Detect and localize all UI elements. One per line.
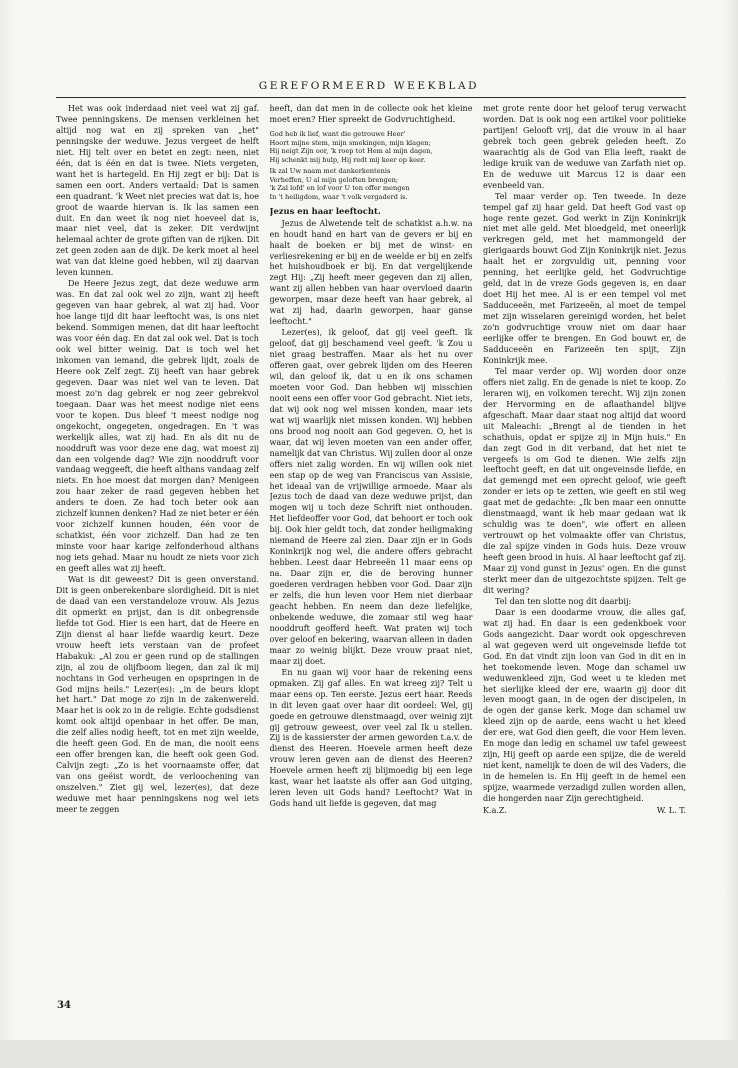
- paragraph: Wat is dit geweest? Dit is geen onverstand. Dit is geen onberekenbare slordigheid. Dit is niet de daad van een verstandeloze vrouw. Als Jezus dit opmerkt en prijst, dan is dit onbegrensde liefde tot God. Hier is een hart, dat de Heere en Zijn dienst al haar liefde waardig keurt. Deze vrouw heeft iets verstaan van de profeet Habakuk: „Al zou er geen rund op de stallingen zijn, al zou de olijfboom liegen, dan zal ik mij nochtans in God verheugen en opspringen in de God mijns heils." Lezer(es): „in de beurs klopt het hart." Dat moge zo zijn in de zakenwereld. Maar het is ook zo in de religie. Echte godsdienst komt ook altijd openbaar in het offer. De man, die zelf alles nodig heeft, tot en met zijn weelde, die heeft geen God. En de man, die nooit eens een offer brengen kan, die heeft ook geen God. Calvijn zegt: „Zo is het voornaamste offer, dat van ons geëist wordt, de verloochening van onszelven." Ziet gij wel, lezer(es), dat deze weduwe met haar penningskens nog wel iets meer te zeggen: [56, 574, 259, 814]
- signoff-initials-left: K.a.Z.: [483, 806, 507, 815]
- poem-line: In 't heiligdom, waar 't volk vergaderd is.: [269, 193, 408, 202]
- column-3: [483, 104, 686, 992]
- paragraph: Lezer(es), ik geloof, dat gij veel geeft. Ik geloof, dat gij beschamend veel geeft. 'k Zou u niet graag bestraffen. Maar als het nu over offeren gaat, over gebrek lijden om des Heeren wil, dan geloof ik, dat u en ik ons schamen moeten voor God. Dan hebben wij misschien nooit eens een offer voor God gebracht. Niet iets, dat wij ook nog wel missen konden, maar iets wat wij waarlijk niet missen konden. Wij hebben ons brood nog nooit aan God gegeven. O, het is waar, dat wij leven moeten van een ander offer, namelijk dat van Christus. Wij zullen door al onze offers niet zalig worden. En wij willen ook niet een stap op de weg van Franciscus van Assisie, het ideaal van de vrijwillige armoede. Maar als Jezus toch de daad van deze weduwe prijst, dan mogen wij u toch deze Schrift niet onthouden. Het liefdeoffer voor God, dat behoort er toch ook bij. Ook hier geldt toch, dat zonder heiligmaking niemand de Heere zal zien. Daar zijn er in Gods Koninkrijk nog wel, die andere offers gebracht hebben. Leest daar Hebreeën 11 maar eens op na. Daar zijn er, die de beroving hunner goederen verdragen hebben voor God. Daar zijn er zelfs, die hun leven voor Hem niet dierbaar geacht hebben. En neem dan deze liefelijke, onbekende weduwe, die zomaar stil weg haar nooddruft geofferd heeft. Wat praten wij toch over geloof en bekering, waarvan alleen in daden maar zo weinig blijkt. Deze vrouw praat niet, maar zij doet.: [269, 328, 473, 666]
- paragraph: Tel dan ten slotte nog dit daarbij:: [495, 596, 632, 606]
- poem-line: Hij neigt Zijn oor, 'k roep tot Hem al mijn dagen,: [269, 147, 433, 156]
- paragraph-continued: met grote rente door het geloof terug verwacht worden. Dat is ook nog een artikel voor politieke partijen! Gelooft vrij, dat die vrouw in al haar gebrek toch geen gebrek geleden heeft. Zo waarachtig als de God van Elia leeft, raakt de ledige kruik van de weduwe van Zarfath niet op. En de weduwe uit Marcus 12 is daar een evenbeeld van.: [483, 104, 686, 190]
- page-number: 34: [57, 1000, 71, 1011]
- author-signoff: [483, 806, 686, 817]
- paragraph: En nu gaan wij voor haar de rekening eens opmaken. Zij gaf alles. En wat kreeg zij? Telt u maar eens op. Ten eerste. Jezus eert haar. Reeds in dit leven gaat over haar dit oordeel: Wel, gij goede en getrouwe dienstmaagd, over weinig zijt gij getrouw geweest, over veel zal Ik u stellen. Zij is de kassierster der armen geworden t.a.v. de dienst des Heeren. Hoevele armen heeft deze vrouw leren geven aan de dienst des Heeren? Hoevele armen heeft zij blijmoedig bij een lege kast, waar het laatste als offer aan God uitging, leren leven uit Gods hand? Leeftocht? Wat in Gods hand uit liefde is gegeven, dat mag: [269, 667, 473, 809]
- paragraph: Jezus de Alwetende telt de schatkist a.h.w. na en houdt hand en hart van de gevers er bij en haalt de boeken er bij met de winst- en verliesrekening er bij en de weelde er bij en zelfs het huishoudboek er bij. En dat vergelijkende zegt Hij: „Zij heeft meer gegeven dan zij allen, want zij allen hebben van haar overvloed daarin geworpen, maar deze heeft van haar gebrek, al wat zij had, daarin geworpen, haar ganse leeftocht.": [269, 218, 473, 327]
- poem-line: Hij schenkt mij hulp, Hij redt mij keer op keer.: [269, 155, 426, 164]
- poem-line: God heb ik lief, want die getrouwe Heer': [269, 129, 406, 138]
- poem-line: 'k Zal lofd' en lof voor U ten offer mengen: [269, 184, 410, 193]
- poem-stanza: [270, 167, 473, 201]
- psalm-quote: [270, 130, 473, 202]
- poem-line: Verheffen, U al mijn geloften brengen;: [269, 175, 399, 184]
- article-columns: [56, 104, 686, 992]
- scan-bottom-edge: [0, 1040, 738, 1068]
- signoff-initials-right: W. L. T.: [656, 806, 686, 815]
- paragraph: Het was ook inderdaad niet veel wat zij gaf. Twee penningskens. De mensen verkleinen het altijd nog wat en zij spreken van „het" penningske der weduwe. Jezus vergeet de helft niet. Hij telt over en betet en zegt: neen, niet één, dat is één en dat is twee. Niets vergeten, want het is hartegeld. En Hij zegt er bij: Dat is samen een oort. Anders vertaald: Dat is samen een quadrant. 'k Weet niet precies wat dat is, hoe groot de waarde hiervan is. Ik las samen een duit. En dan weet ik nog niet hoeveel dat is, maar niet veel, dat is zeker. Dit verdwijnt helemaal achter de grote giften van de rijken. Dit zet geen zoden aan de dijk. De kerk moet al heel wat van dat kleine goed hebben, wil zij daarvan leven kunnen.: [56, 104, 259, 278]
- header-rule: [56, 97, 686, 98]
- column-2: [270, 104, 473, 992]
- poem-line: Hoort mijne stem, mijn smekingen, mijn klagen;: [269, 138, 431, 147]
- paragraph: Tel maar verder op. Ten tweede. In deze tempel gaf zij haar geld. Dat heeft God vast op hoge rente gezet. God werkt in Zijn Koninkrijk niet met alle geld. Met bloedgeld, met oneerlijk verkregen geld, met het mammongeld der gierigaards bouwt God Zijn Koninkrijk niet. Jezus haalt het er zorgvuldig uit, penning voor penning, het eerlijke geld, het Godvruchtige geld, dat in de vreze Gods gegeven is, en daar doet Hij het mee. Al is er een tempel vol met Sadduceeën, met Farizeeën, al moet de tempel met zijn wisselaren gereinigd worden, het belet zo'n godvruchtige vrouw niet om daar haar eerlijke offer te brengen. En God bouwt er, de Sadduceeën en Farizeeën ten spijt, Zijn Koninkrijk mee.: [483, 191, 686, 365]
- column-1: [56, 104, 259, 992]
- section-heading: Jezus en haar leeftocht.: [269, 205, 381, 216]
- paragraph-continued: heeft, dan dat men in de collecte ook het kleine moet eren? Hier spreekt de Godvruchtigheid.: [269, 104, 473, 124]
- paragraph: Daar is een doodarme vrouw, die alles gaf, wat zij had. En daar is een gedenkboek voor Gods aangezicht. Daar wordt ook opgeschreven al wat gegeven werd uit ongeveinsde liefde tot God. En dat vindt zijn loon van God in dit en in het toekomende leven. Moge dan schamel uw weduwenkleed zijn, God weet u te kleden met het sierlijke kleed der ere, waarin gij door dit leven moogt gaan, in de ogen der discipelen, in de ogen der ganse kerk. Moge dan schamel uw kleed zijn op de aarde, eens wacht u het kleed der ere, wat God dien geeft, die voor Hem leven. En moge dan ledig en schamel uw tafel geweest zijn, Hij geeft op aarde een spijze, die de wereld niet kent, namelijk te doen de wil des Vaders, die in de hemelen is. En Hij geeft in de hemel een spijze, waarmede verzadigd zullen worden allen, die hongerden naar Zijn gerechtigheid.: [483, 607, 686, 804]
- paragraph: De Heere Jezus zegt, dat deze weduwe arm was. En dat zal ook wel zo zijn, want zij heeft gegeven van haar gebrek, al wat zij had. Voor hoe lange tijd dit haar leeftocht was, is ons niet bekend. Sommigen menen, dat dit haar leeftocht was voor één dag. En dat zal ook wel. Dat is toch ook wel bitter weinig. Dat is toch wel het inkomen van iemand, die gebrek lijdt, zoals de Heere ook Zelf zegt. Zij heeft van haar gebrek gegeven. Daar was niet wel van te leven. Dat moest zo'n dag gebrek er nog zeer gebrekvol toegaan. Daar was het meest nodige niet eens voor te kopen. Dus bleef 't meest nodige nog ongekocht, ongegeten, ongedragen. En 't was werkelijk alles, wat zij had. En als dit nu de nooddruft was voor deze ene dag, wat moest zij dan een volgende dag? Wie zijn nooddruft voor vandaag weggeeft, die heeft althans vandaag zelf niets. En hoe moest dat morgen dan? Menigeen zou haar zeker de raad gegeven hebben het anders te doen. Ze had toch beter ook aan zichzelf kunnen denken? Had ze niet beter er één voor zichzelf kunnen houden, één voor de schatkist, één voor zichzelf. Dan had ze ten minste voor haar karige zelfonderhoud althans nog iets gehad. Maar nu houdt ze niets voor zich en geeft alles wat zij heeft.: [56, 279, 259, 574]
- page-header-title: GEREFORMEERD WEEKBLAD: [258, 80, 480, 92]
- poem-line: Ik zal Uw naam met dankerkentenis: [269, 167, 391, 176]
- poem-stanza: [270, 130, 473, 164]
- paragraph: Tel maar verder op. Wij worden door onze offers niet zalig. En de genade is niet te koop. Zo leraren wij, en volkomen terecht. Wij zijn zonen der Hervorming en de aflaathandel blijve afgeschaft. Maar daar staat nog altijd dat woord uit Maleachi: „Brengt al de tienden in het schathuis, opdat er spijze zij in Mijn huis." En dan zegt God in dit verband, dat het niet te vergeefs is om God te dienen. Wie zelfs zijn leeftocht geeft, en dat uit ongeveinsde liefde, en dat gemengd met een oprecht geloof, wie geeft zonder er iets op te zetten, wie geeft en stil weg gaat met de gedachte: „Ik ben maar een onnutte dienstmaagd, want ik heb maar gedaan wat ik schuldig was te doen", wie offert en alleen vertrouwt op het volmaakte offer van Christus, die zal spijze vinden in Gods huis. Deze vrouw heeft geen brood in huis. Al haar leeftocht gaf zij. Maar zij vond gunst in Jezus' ogen. En die gunst sterkt meer dan de uitgezochtste spijzen. Telt ge dit wering?: [483, 366, 686, 595]
